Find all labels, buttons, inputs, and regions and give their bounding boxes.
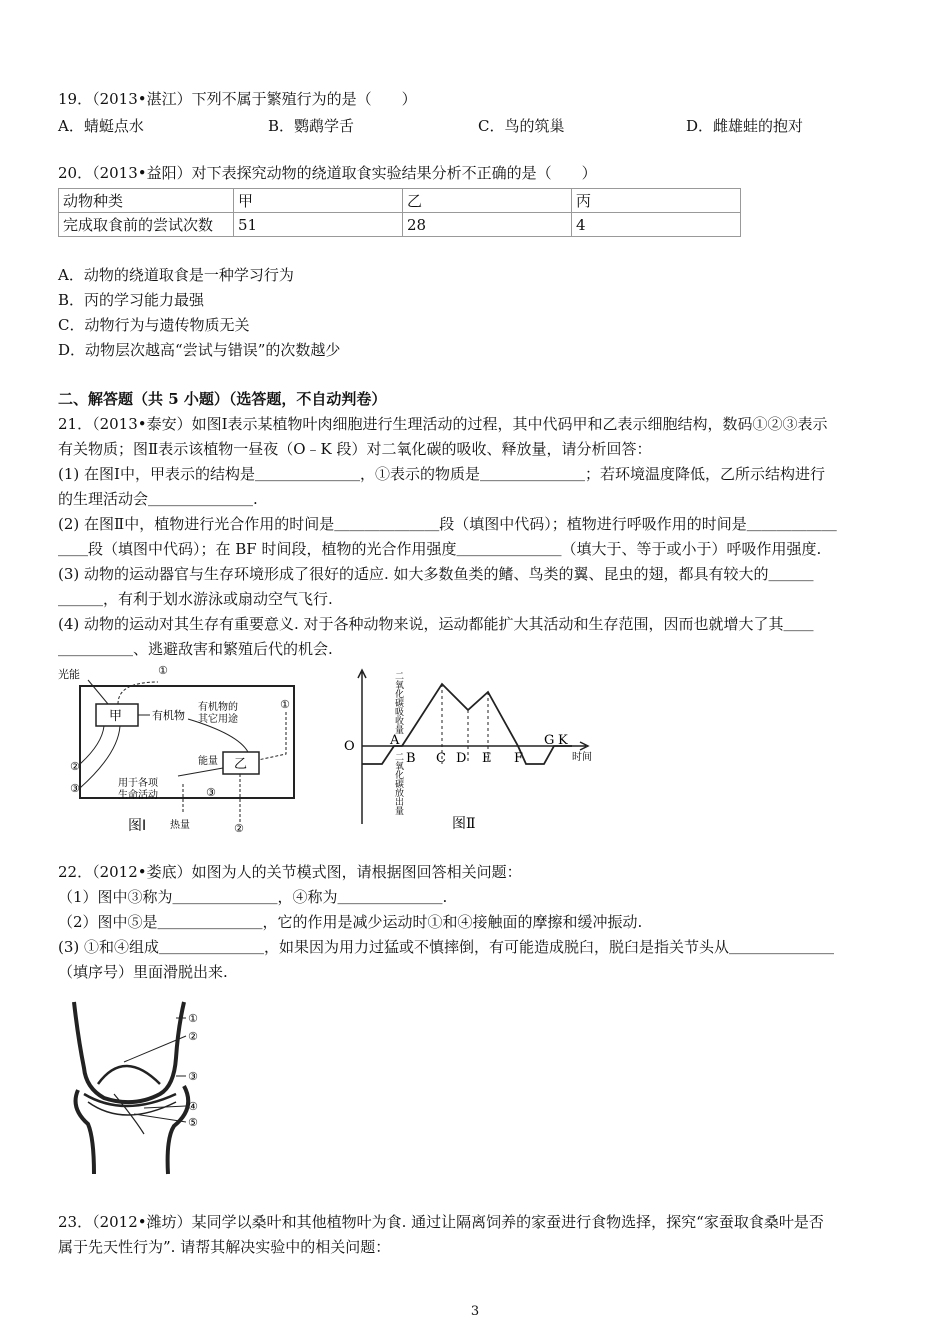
table-cell: 4 (572, 213, 741, 237)
q19-option-c: C．鸟的筑巢 (478, 117, 565, 135)
fig2-caption: 图Ⅱ (452, 816, 476, 832)
q20-table (58, 188, 741, 237)
upper-bone (74, 1002, 184, 1102)
q22-line: (3) ①和④组成＿＿＿＿＿＿＿，如果因为用力过猛或不慎摔倒，有可能造成脱臼，脱臼是指关节头从＿＿＿＿＿＿＿ (58, 938, 835, 956)
table-header-cell: 动物种类 (59, 189, 234, 213)
q23-line: 属于先天性行为”. 请帮其解决实验中的相关问题： (58, 1238, 391, 1256)
o2-to-yi-arrow (258, 712, 286, 760)
joint-label-5: ⑤ (188, 1116, 198, 1129)
leader-5 (134, 1114, 186, 1122)
cell-outline (80, 686, 294, 798)
point-e: E (482, 751, 492, 766)
q21-line: (1) 在图Ⅰ中，甲表示的结构是＿＿＿＿＿＿＿，①表示的物质是＿＿＿＿＿＿＿；若环境温度降低，乙所示结构进行 (58, 465, 825, 483)
fig1-n1-top: ① (158, 664, 168, 677)
point-g: G (544, 733, 555, 748)
q21-line: ＿＿＿，有利于划水游泳或扇动空气飞行. (58, 590, 333, 608)
figure-2-co2-curve (332, 664, 622, 834)
q20-option-d: D．动物层次越高“尝试与错误”的次数越少 (58, 341, 341, 359)
q21-line: ＿＿段（填图中代码）；在 BF 时间段，植物的光合作用强度＿＿＿＿＿＿＿（填大于、等于或小于）呼吸作用强度. (58, 540, 822, 558)
life-activity-label-2: 生命活动 (118, 790, 158, 801)
joint-label-1: ① (188, 1012, 198, 1025)
n3-arrow (80, 726, 120, 788)
q21-line: 有关物质；图Ⅱ表示该植物一昼夜（O﹣K 段）对二氧化碳的吸收、释放量，请分析回答： (58, 440, 652, 458)
point-d: D (456, 751, 467, 766)
q21-line: 的生理活动会＿＿＿＿＿＿＿. (58, 490, 258, 508)
n2-arrow (80, 726, 104, 764)
fig1-n3: ③ (70, 782, 80, 795)
q19-option-d: D．雌雄蛙的抱对 (686, 117, 804, 135)
ylabel-bottom-text: 二氧化碳放出量 (340, 752, 403, 762)
section-title: 二、解答题（共 5 小题）（选答题，不自动判卷） (58, 390, 387, 408)
page-number: 3 (470, 1304, 480, 1319)
energy-label: 能量 (198, 756, 218, 767)
q22-line: （填序号）里面滑脱出来. (58, 963, 228, 981)
origin-label: O (344, 739, 355, 754)
joint-label-4: ④ (188, 1100, 198, 1113)
q21-line: 21．（2013•泰安）如图Ⅰ表示某植物叶肉细胞进行生理活动的过程，其中代码甲和乙表示细胞结构，数码①②③表示 (58, 415, 828, 433)
energy-arrow (178, 768, 223, 776)
figure-1-cell-process (58, 664, 308, 834)
joint-label-2: ② (188, 1030, 198, 1043)
q21-line: (2) 在图Ⅱ中，植物进行光合作用的时间是＿＿＿＿＿＿＿段（填图中代码）；植物进行呼吸作用的时间是＿＿＿＿＿＿ (58, 515, 837, 533)
q21-line: (4) 动物的运动对其生存有重要意义. 对于各种动物来说，运动都能扩大其活动和生存范围，因而也就增大了其＿＿ (58, 615, 814, 633)
table-cell: 51 (234, 213, 403, 237)
fig1-n2: ② (70, 760, 80, 773)
q22-line: （1）图中③称为＿＿＿＿＿＿＿，④称为＿＿＿＿＿＿＿. (58, 888, 448, 906)
q22-line: （2）图中⑤是＿＿＿＿＿＿＿，它的作用是减少运动时①和④接触面的摩擦和缓冲振动. (58, 913, 643, 931)
table-header-cell: 乙 (403, 189, 572, 213)
other-use-label-1: 有机物的 (198, 702, 238, 713)
lower-bone-left (76, 1090, 94, 1174)
table-cell: 28 (403, 213, 572, 237)
light-arrow (88, 680, 108, 704)
joint-head (98, 1066, 160, 1084)
q19-option-b: B．鹦鹉学舌 (268, 117, 355, 135)
y-axis (358, 670, 366, 824)
q21-line: (3) 动物的运动器官与生存环境形成了很好的适应. 如大多数鱼类的鳍、鸟类的翼、昆虫的翅，都具有较大的＿＿＿ (58, 565, 814, 583)
q21-line: ＿＿＿＿＿、逃避敌害和繁殖后代的机会. (58, 640, 333, 658)
table-cell: 完成取食前的尝试次数 (59, 213, 234, 237)
q22-line: 22．（2012•娄底）如图为人的关节模式图，请根据图回答相关问题： (58, 863, 522, 881)
q20-stem: 20．（2013•益阳）对下表探究动物的绕道取食实验结果分析不正确的是（ ） (58, 164, 597, 182)
fig1-n2-bottom: ② (234, 822, 244, 834)
joint-diagram (64, 998, 214, 1178)
q23-line: 23．（2012•潍坊）某同学以桑叶和其他植物叶为食. 通过让隔离饲养的家蚕进行食物选择，探究“家蚕取食桑叶是否 (58, 1213, 824, 1231)
fig1-n1-right: ① (280, 698, 290, 711)
light-energy-label: 光能 (58, 668, 80, 681)
jia-label: 甲 (109, 709, 123, 724)
ylabel-top (340, 671, 404, 734)
ylabel-bottom (340, 752, 404, 815)
life-activity-label-1: 用于各项 (118, 778, 158, 789)
table-header-cell: 甲 (234, 189, 403, 213)
q19-option-a: A．蜻蜓点水 (58, 117, 144, 135)
point-a: A (390, 733, 400, 748)
organic-label: 有机物 (152, 709, 185, 722)
point-k: K (558, 733, 568, 748)
yi-label: 乙 (234, 757, 248, 772)
xlabel: 时间 (572, 752, 592, 763)
q20-option-a: A．动物的绕道取食是一种学习行为 (58, 266, 294, 284)
lower-bone-right (168, 1086, 189, 1174)
table-header-cell: 丙 (572, 189, 741, 213)
point-c: C (436, 751, 446, 766)
ylabel-top-text: 二氧化碳吸收量 (340, 671, 403, 681)
q20-option-b: B．丙的学习能力最强 (58, 291, 205, 309)
point-f: F (514, 751, 524, 766)
q20-option-c: C．动物行为与遗传物质无关 (58, 316, 250, 334)
point-b: B (406, 751, 416, 766)
fig1-n3-bottom: ③ (206, 786, 216, 799)
heat-label: 热量 (170, 820, 190, 831)
q19-stem: 19．（2013•湛江）下列不属于繁殖行为的是（ ） (58, 90, 417, 108)
other-use-label-2: 其它用途 (198, 714, 238, 725)
joint-label-3: ③ (188, 1070, 198, 1083)
fig1-caption: 图Ⅰ (128, 818, 147, 834)
